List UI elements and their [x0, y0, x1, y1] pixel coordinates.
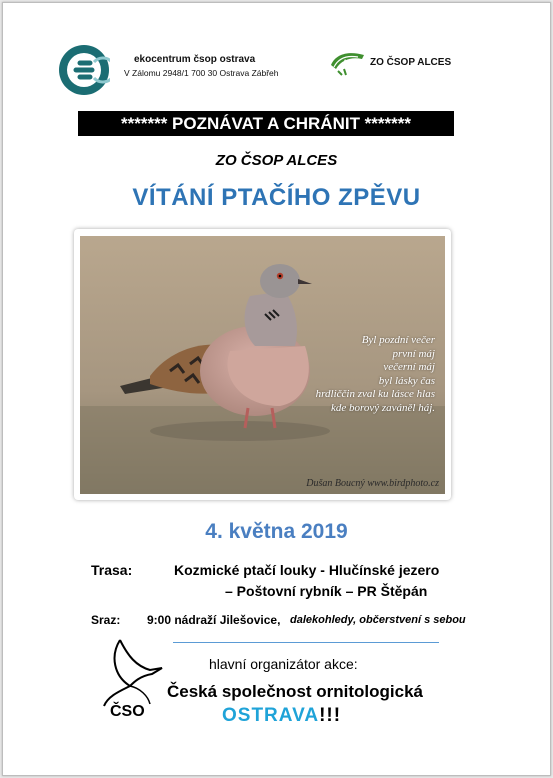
alces-moose-logo-icon [328, 47, 368, 77]
alces-logo-text: ALCES [343, 60, 364, 66]
city-name: OSTRAVA [222, 705, 320, 726]
cso-bird-logo-icon [100, 636, 166, 708]
turtle-dove-photo [80, 236, 445, 494]
cso-logo-text: ČSO [110, 703, 145, 720]
organizer-city [222, 705, 341, 727]
org-address: V Zálomu 2948/1 700 30 Ostrava Zábřeh [124, 68, 279, 78]
org-name: ekocentrum čsop ostrava [134, 54, 256, 65]
photo-credit: Dušan Boucný www.birdphoto.cz [306, 478, 439, 489]
poem-line: večerní máj [383, 361, 435, 373]
poem-line: hrdliččin zval ku lásce hlas [315, 388, 435, 400]
meeting-place: 9:00 nádraží Jilešovice, [147, 613, 281, 627]
meeting-label: Sraz: [91, 613, 121, 627]
divider-line [173, 642, 439, 643]
route-line-1: Kozmické ptačí louky - Hlučínské jezero [174, 562, 440, 578]
event-date: 4. května 2019 [205, 520, 348, 543]
poem-overlay [316, 334, 435, 415]
poem-line: první máj [392, 347, 435, 360]
poem-line: byl lásky čas [378, 374, 435, 387]
event-title: VÍTÁNÍ PTAČÍHO ZPĚVU [132, 184, 421, 211]
organizer-label: hlavní organizátor akce: [209, 656, 358, 672]
partner-name: ZO ČSOP ALCES [370, 57, 452, 68]
poem-line: Byl pozdní večer [361, 334, 435, 346]
motto-banner: ******* POZNÁVAT A CHRÁNIT ******* [78, 111, 454, 136]
city-exclaim: !!! [319, 705, 342, 726]
ekocentrum-logo-icon [58, 44, 110, 96]
poem-line: kde borový zaváněl háj. [330, 401, 435, 414]
organizer-name: Česká společnost ornitologická [167, 682, 424, 701]
organizer-subtitle: ZO ČSOP ALCES [215, 152, 338, 169]
route-label: Trasa: [91, 562, 133, 578]
route-line-2: – Poštovní rybník – PR Štěpán [225, 583, 428, 599]
meeting-notes: dalekohledy, občerstvení s sebou [290, 614, 466, 626]
